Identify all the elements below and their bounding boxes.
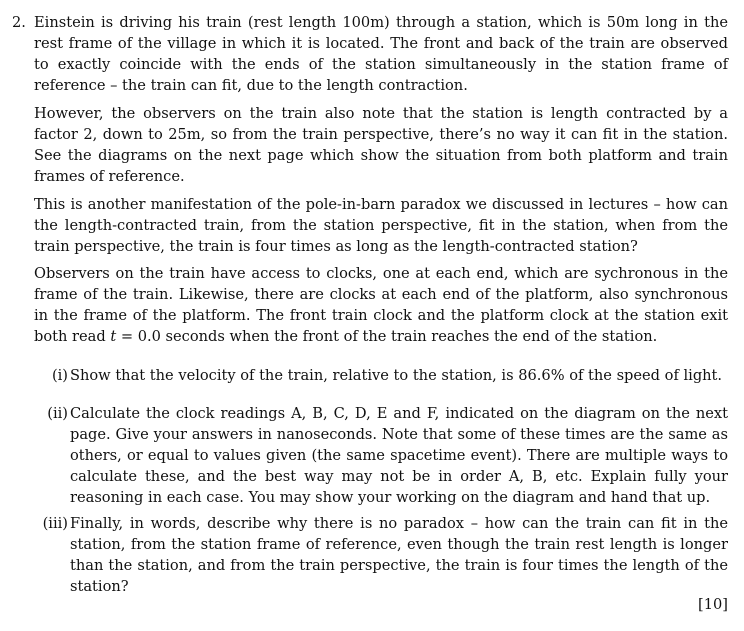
question-paragraph-4 (34, 264, 728, 348)
part-label: (iii) (42, 515, 68, 532)
part-text: Finally, in words, describe why there is no paradox – how can the train can fit in the station, from the station frame of reference, even though the train rest length is longer than the station, and from the train perspective, the train is four times the length of the station? (70, 515, 728, 595)
part-label: (i) (51, 367, 68, 384)
part-text: Show that the velocity of the train, relative to the station, is 86.6% of the speed of light. (70, 367, 723, 384)
question-paragraph-1: Einstein is driving his train (rest length 100m) through a station, which is 50m long in the rest frame of the village in which it is located. The front and back of the train are observed to exactly coincide with the ends of the station simultaneously in the station frame of reference – the train can fit, due to the length contraction. (34, 14, 728, 94)
paragraph-4-tail: = 0.0 seconds when the front of the train reaches the end of the station. (116, 327, 658, 345)
question-paragraph-2: However, the observers on the train also note that the station is length contracted by a factor 2, down to 25m, so from the train perspective, there’s no way it can fit in the station. See the diagrams on the next page which show the situation from both platform and train frames of reference. (34, 105, 728, 185)
marks-total: [10] (698, 596, 728, 613)
question-number: 2. (12, 14, 26, 31)
part-label: (ii) (47, 405, 68, 422)
question-paragraph-3: This is another manifestation of the pole-in-barn paradox we discussed in lectures – how can the length-contracted train, from the station perspective, fit in the station, when from the train perspective, the train is four times as long as the length-contracted station? (34, 196, 728, 255)
paragraph-4-text: Observers on the train have access to clocks, one at each end, which are sychronous in the frame of the train. Likewise, there are clocks at each end of the platform, also synchronous in the frame of the platform. The front train clock and the platform clock at the station exit both read (34, 265, 728, 345)
part-text: Calculate the clock readings A, B, C, D, E and F, indicated on the diagram on the next page. Give your answers in nanoseconds. Note that some of these times are the same as others, or equal to values given (the same spacetime event). There are multiple ways to calculate these, and the best way may not be in order A, B, etc. Explain fully your reasoning in each case. You may show your working on the diagram and hand that up. (70, 405, 728, 506)
time-variable: t (110, 327, 117, 345)
